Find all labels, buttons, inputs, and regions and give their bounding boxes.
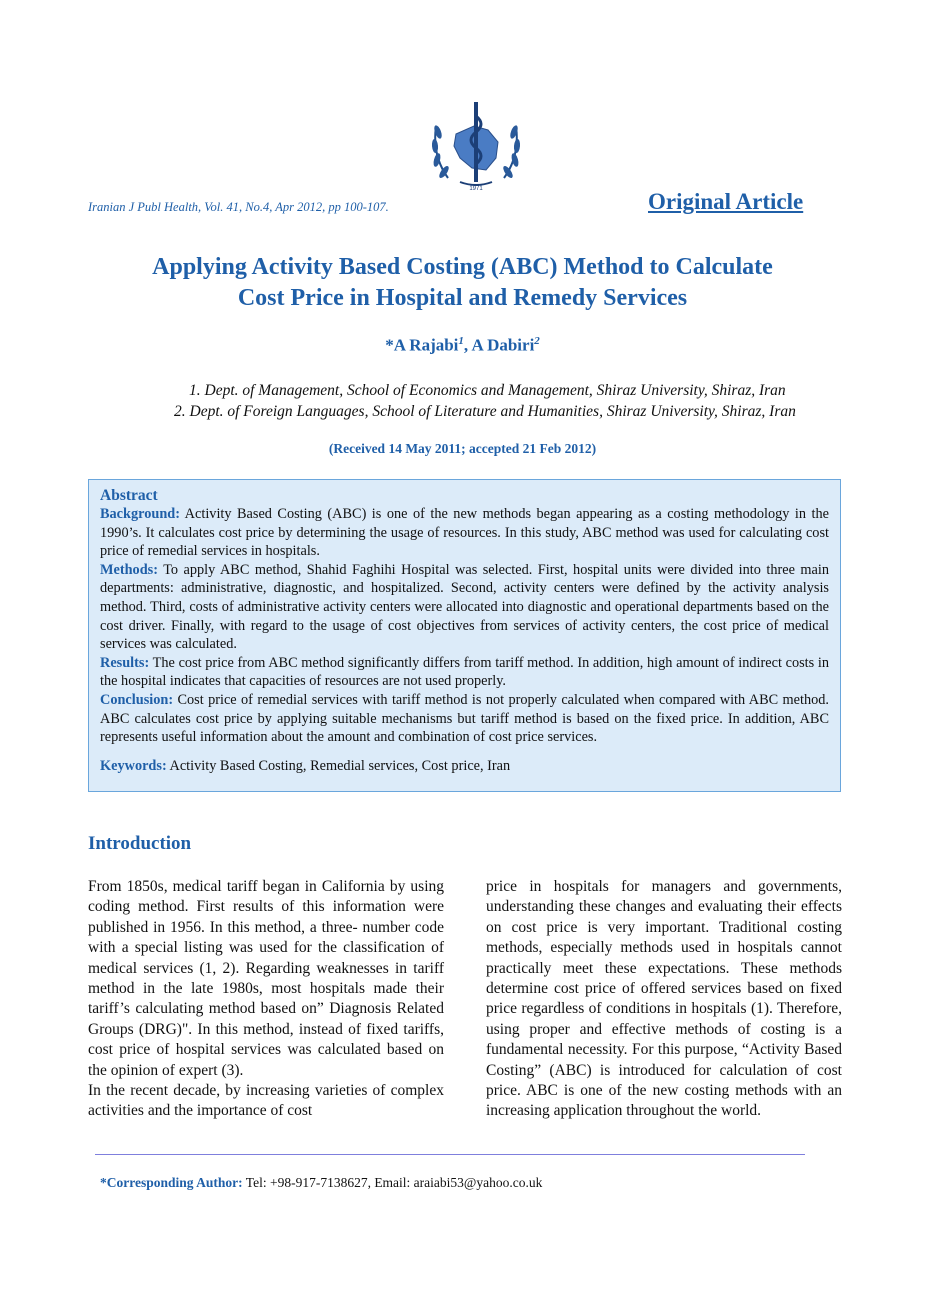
background-text: Activity Based Costing (ABC) is one of the new methods began appearing as a costing methodology in the 1990’s. It calculates cost price by determining the usage of resources. In this study, ABC method was used for calculating cost price of remedial services in hospitals. [100, 506, 829, 560]
journal-emblem-logo [426, 96, 526, 194]
body-column-right [486, 877, 842, 1122]
abstract-results [100, 654, 829, 691]
title-line-1: Applying Activity Based Costing (ABC) Method to Calculate [152, 254, 773, 280]
methods-label: Methods: [100, 561, 158, 578]
author-1-affil: 1 [458, 335, 464, 347]
author-2-affil: 2 [534, 335, 540, 347]
author-list [0, 335, 925, 356]
corresponding-author-label: *Corresponding Author: [100, 1175, 243, 1190]
conclusion-label: Conclusion: [100, 691, 174, 708]
keywords-label: Keywords: [100, 757, 167, 774]
abstract-methods [100, 561, 829, 654]
abstract-box [88, 479, 841, 792]
abstract-background [100, 505, 829, 561]
intro-paragraph-3: price in hospitals for managers and governments, understanding these changes and evaluating their effects on cost price is very important. Traditional costing methods, especially methods used in hospitals cannot practically meet these expectations. These methods determine cost price of offered services based on fixed price regardless of conditions in hospitals (1). Therefore, using proper and effective methods of costing is a fundamental necessity. For this purpose, “Activity Based Costing” (ABC) is introduced for calculation of cost price. ABC is one of the new costing methods with an increasing application throughout the world. [486, 878, 842, 1120]
conclusion-text: Cost price of remedial services with tariff method is not properly calculated when compared with ABC method. ABC calculates cost price by applying suitable mechanisms but tariff method is based on the fixed price. In addition, ABC represents useful information about the amount and combination of cost price services. [100, 691, 829, 746]
corresponding-author-contact: Tel: +98-917-7138627, Email: araiabi53@yahoo.co.uk [242, 1175, 543, 1190]
author-2: A Dabiri [471, 335, 535, 355]
affiliation-1: 1. Dept. of Management, School of Economics and Management, Shiraz University, Shiraz, Iran [189, 382, 786, 399]
paper-title [60, 252, 865, 314]
intro-paragraph-1: From 1850s, medical tariff began in California by using coding method. First results of this information were published in 1956. In this method, a three- number code with a special listing was used for the classification of medical services (1, 2). Regarding weaknesses in tariff method in the late 1980s, most hospitals made their tariff’s calculating method based on” Diagnosis Related Groups (DRG)". In this method, instead of fixed tariffs, cost price of hospital services was calculated based on the opinion of expert (3). [88, 878, 444, 1079]
article-type-label: Original Article [648, 189, 804, 214]
footnote-divider [95, 1154, 805, 1155]
abstract-conclusion [100, 691, 829, 747]
received-dates: (Received 14 May 2011; accepted 21 Feb 2012) [328, 441, 597, 456]
logo-year: 1971 [469, 186, 483, 192]
journal-reference: Iranian J Publ Health, Vol. 41, No.4, Apr 2012, pp 100-107. [88, 200, 389, 214]
results-text: The cost price from ABC method significantly differs from tariff method. In addition, high amount of indirect costs in the hospital indicates that capacities of resources are not used properly. [100, 654, 829, 690]
intro-paragraph-2: In the recent decade, by increasing varieties of complex activities and the importance of cost [88, 1082, 444, 1120]
author-separator: , [463, 335, 472, 355]
abstract-keywords [100, 757, 829, 776]
abstract-heading: Abstract [100, 487, 158, 504]
methods-text: To apply ABC method, Shahid Faghihi Hospital was selected. First, hospital units were divided into three main departments: administrative, diagnostic, and hospitalized. Second, activity centers were defined by the activity analysis method. Third, costs of administrative activity centers were allocated into diagnostic and operational departments based on the cost driver. Finally, with regard to the usage of cost objectives from services of activity centers, the cost price of medical services was calculated. [100, 561, 829, 653]
results-label: Results: [100, 654, 150, 671]
introduction-heading: Introduction [88, 833, 192, 854]
body-column-left [88, 877, 444, 1122]
author-1: *A Rajabi [385, 335, 459, 355]
title-line-2: Cost Price in Hospital and Remedy Services [237, 285, 688, 311]
affiliation-2: 2. Dept. of Foreign Languages, School of Literature and Humanities, Shiraz University, Shiraz, Iran [174, 403, 796, 420]
background-label: Background: [100, 506, 180, 522]
corresponding-author-note [100, 1175, 542, 1191]
keywords-text: Activity Based Costing, Remedial services, Cost price, Iran [166, 757, 511, 774]
